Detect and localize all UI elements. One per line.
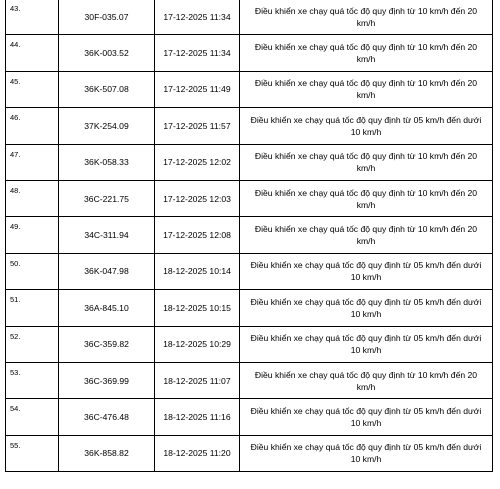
violation-time: 17-12-2025 11:49 <box>155 71 240 107</box>
license-plate: 36K-507.08 <box>59 71 155 107</box>
violations-table <box>5 0 493 472</box>
license-plate: 36C-476.48 <box>59 399 155 435</box>
violation-time: 18-12-2025 11:16 <box>155 399 240 435</box>
violation-time: 18-12-2025 10:15 <box>155 290 240 326</box>
row-number: 54. <box>6 399 59 435</box>
license-plate: 30F-035.07 <box>59 0 155 35</box>
license-plate: 36A-845.10 <box>59 290 155 326</box>
license-plate: 36K-058.33 <box>59 144 155 180</box>
table-row <box>6 362 493 398</box>
violation-description: Điều khiển xe chạy quá tốc độ quy định từ 10 km/h đến 20 km/h <box>240 35 493 71</box>
row-number: 55. <box>6 435 59 471</box>
violation-description: Điều khiển xe chạy quá tốc độ quy định từ 10 km/h đến 20 km/h <box>240 144 493 180</box>
table-row <box>6 71 493 107</box>
license-plate: 36C-369.99 <box>59 362 155 398</box>
violation-time: 18-12-2025 10:29 <box>155 326 240 362</box>
license-plate: 36K-003.52 <box>59 35 155 71</box>
violation-time: 17-12-2025 11:34 <box>155 0 240 35</box>
table-row <box>6 435 493 471</box>
violation-time: 17-12-2025 12:02 <box>155 144 240 180</box>
row-number: 45. <box>6 71 59 107</box>
table-row <box>6 399 493 435</box>
row-number: 52. <box>6 326 59 362</box>
license-plate: 36K-047.98 <box>59 253 155 289</box>
violation-description: Điều khiển xe chạy quá tốc độ quy định từ 10 km/h đến 20 km/h <box>240 180 493 216</box>
violation-description: Điều khiển xe chạy quá tốc độ quy định từ 05 km/h đến dưới 10 km/h <box>240 399 493 435</box>
row-number: 43. <box>6 0 59 35</box>
table-row <box>6 217 493 253</box>
row-number: 50. <box>6 253 59 289</box>
table-row <box>6 180 493 216</box>
violation-time: 17-12-2025 11:34 <box>155 35 240 71</box>
violation-time: 18-12-2025 10:14 <box>155 253 240 289</box>
row-number: 46. <box>6 108 59 144</box>
license-plate: 34C-311.94 <box>59 217 155 253</box>
table-row <box>6 253 493 289</box>
violation-description: Điều khiển xe chạy quá tốc độ quy định từ 10 km/h đến 20 km/h <box>240 0 493 35</box>
violation-time: 17-12-2025 12:08 <box>155 217 240 253</box>
license-plate: 36C-221.75 <box>59 180 155 216</box>
license-plate: 36C-359.82 <box>59 326 155 362</box>
table-row <box>6 144 493 180</box>
row-number: 51. <box>6 290 59 326</box>
violation-description: Điều khiển xe chạy quá tốc độ quy định từ 10 km/h đến 20 km/h <box>240 362 493 398</box>
table-row <box>6 35 493 71</box>
violation-description: Điều khiển xe chạy quá tốc độ quy định từ 05 km/h đến dưới 10 km/h <box>240 435 493 471</box>
violation-description: Điều khiển xe chạy quá tốc độ quy định từ 10 km/h đến 20 km/h <box>240 71 493 107</box>
row-number: 44. <box>6 35 59 71</box>
row-number: 49. <box>6 217 59 253</box>
violation-time: 18-12-2025 11:20 <box>155 435 240 471</box>
violation-description: Điều khiển xe chạy quá tốc độ quy định từ 05 km/h đến dưới 10 km/h <box>240 108 493 144</box>
violation-time: 18-12-2025 11:07 <box>155 362 240 398</box>
license-plate: 36K-858.82 <box>59 435 155 471</box>
violation-description: Điều khiển xe chạy quá tốc độ quy định từ 05 km/h đến dưới 10 km/h <box>240 326 493 362</box>
violation-description: Điều khiển xe chạy quá tốc độ quy định từ 05 km/h đến dưới 10 km/h <box>240 290 493 326</box>
violation-time: 17-12-2025 11:57 <box>155 108 240 144</box>
row-number: 53. <box>6 362 59 398</box>
table-row <box>6 326 493 362</box>
license-plate: 37K-254.09 <box>59 108 155 144</box>
table-row <box>6 0 493 35</box>
violation-description: Điều khiển xe chạy quá tốc độ quy định từ 05 km/h đến dưới 10 km/h <box>240 253 493 289</box>
table-row <box>6 290 493 326</box>
table-row <box>6 108 493 144</box>
violation-description: Điều khiển xe chạy quá tốc độ quy định từ 10 km/h đến 20 km/h <box>240 217 493 253</box>
violation-time: 17-12-2025 12:03 <box>155 180 240 216</box>
row-number: 48. <box>6 180 59 216</box>
row-number: 47. <box>6 144 59 180</box>
